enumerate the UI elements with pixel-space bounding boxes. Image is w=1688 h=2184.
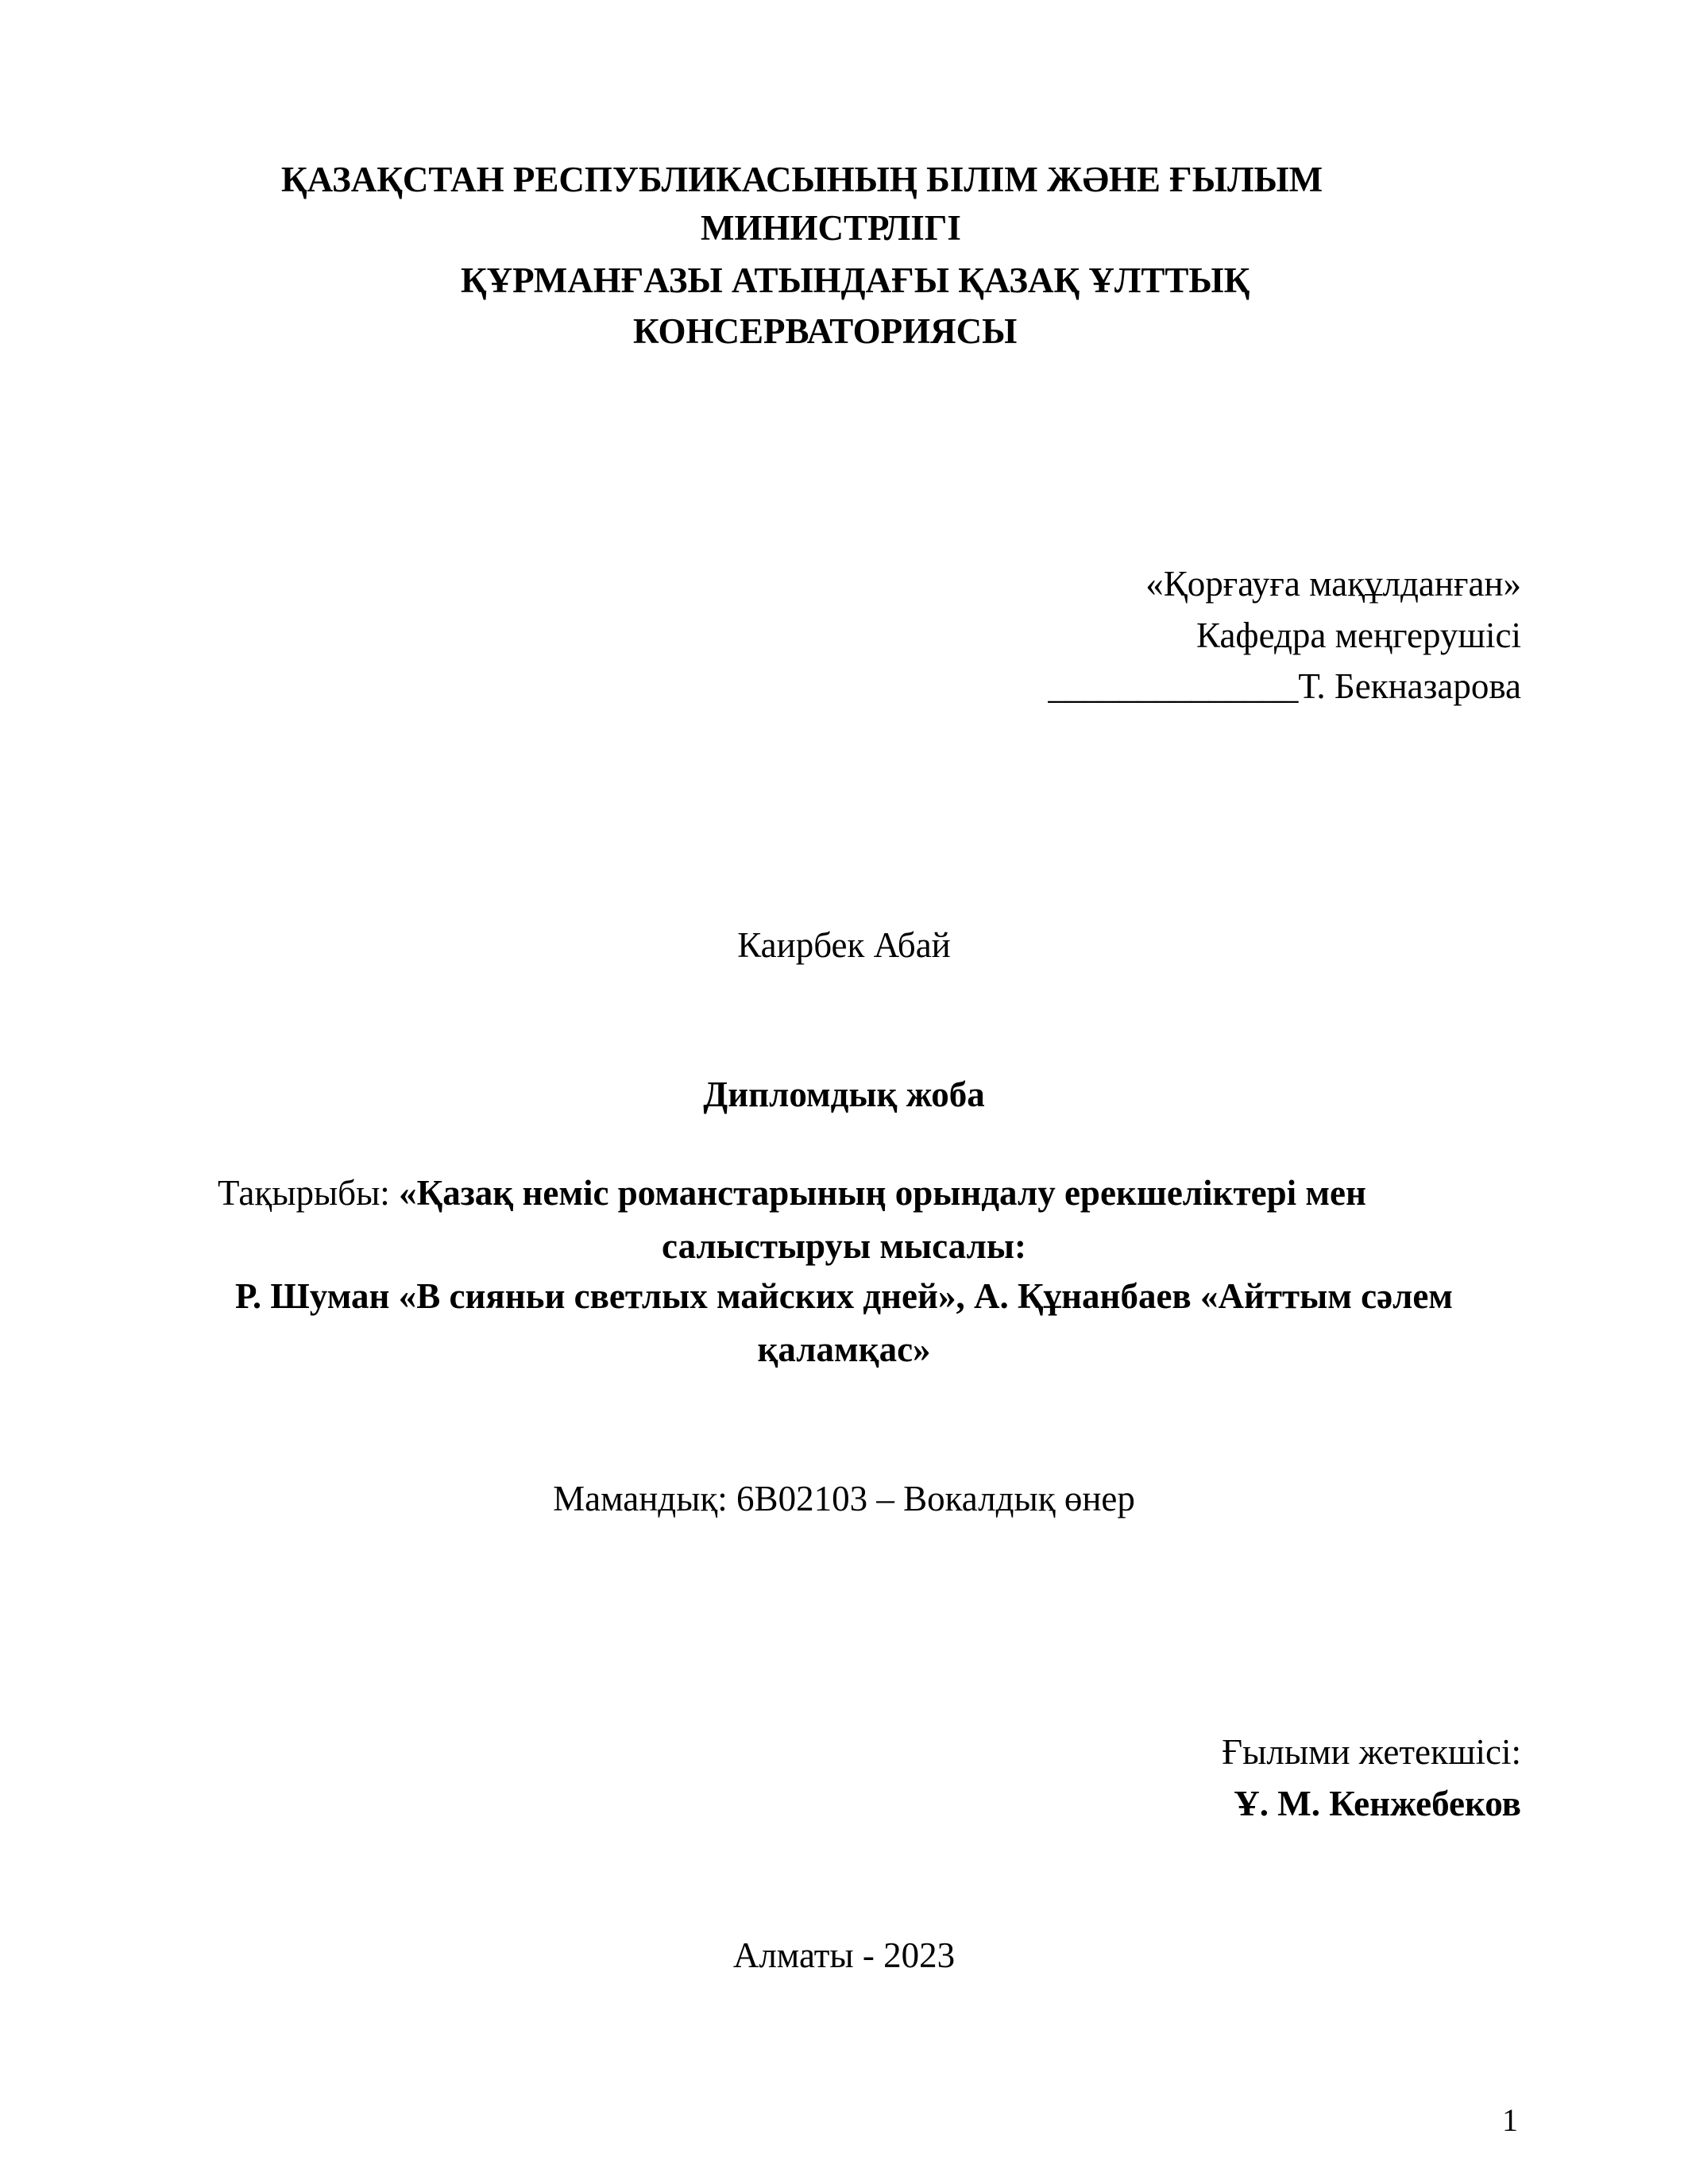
topic-text-line-1: «Қазақ неміс романстарының орындалу ерекшеліктері мен — [399, 1173, 1366, 1213]
approval-position: Кафедра меңгерушісі — [1196, 615, 1521, 655]
topic-line-1 — [218, 1167, 1366, 1218]
topic-label: Тақырыбы: — [218, 1173, 400, 1213]
supervisor-name: Ұ. М. Кенжебеков — [1234, 1784, 1521, 1823]
conservatory-title-line-1: ҚҰРМАНҒАЗЫ АТЫНДАҒЫ ҚАЗАҚ ҰЛТТЫҚ — [461, 260, 1250, 300]
city-year: Алматы - 2023 — [732, 1935, 956, 1975]
page-number: 1 — [1502, 2102, 1518, 2138]
approval-signature-line: ______________Т. Бекназарова — [1048, 666, 1521, 706]
work-type-title: Дипломдық жоба — [703, 1075, 985, 1114]
ministry-title-line-1: ҚАЗАҚСТАН РЕСПУБЛИКАСЫНЫҢ БІЛІМ ЖӘНЕ ҒЫЛЫМ — [281, 160, 1323, 199]
specialty: Мамандық: 6В02103 – Вокалдық өнер — [553, 1479, 1135, 1518]
topic-text-line-4: қаламқас» — [757, 1329, 931, 1369]
conservatory-title-line-2: КОНСЕРВАТОРИЯСЫ — [633, 311, 1018, 351]
topic-text-line-3: Р. Шуман «В сияньи светлых майских дней», А. Құнанбаев «Айттым сәлем — [235, 1276, 1453, 1316]
author-name: Каирбек Абай — [737, 925, 951, 965]
topic-text-line-2: салыстыруы мысалы: — [662, 1226, 1026, 1266]
supervisor-label: Ғылыми жетекшісі: — [1222, 1732, 1521, 1772]
ministry-title-line-2: МИНИСТРЛІГІ — [701, 208, 961, 248]
approval-heading: «Қорғауға мақұлданған» — [1145, 564, 1521, 604]
